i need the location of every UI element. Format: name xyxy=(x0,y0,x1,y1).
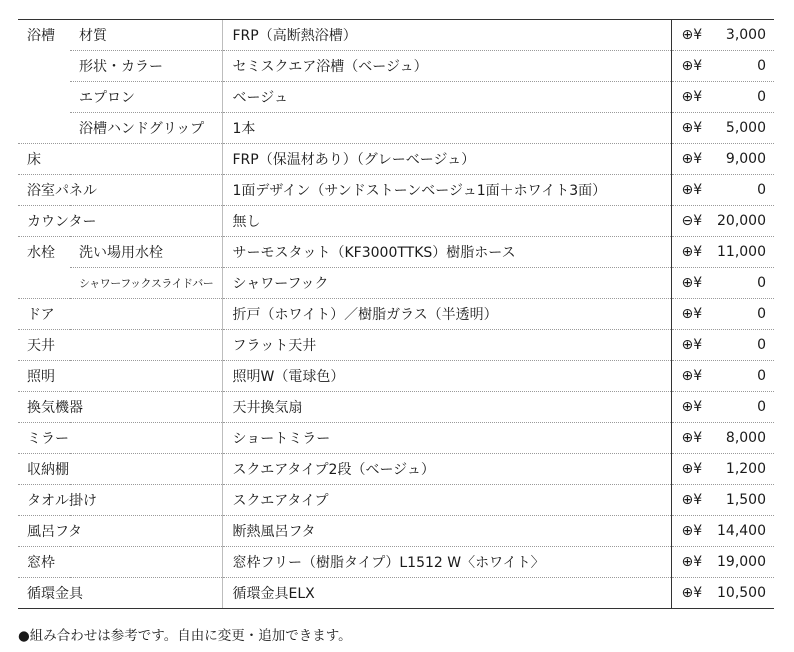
table-row xyxy=(18,547,774,578)
price-amount: 1,500 xyxy=(725,492,766,508)
price-sign: ⊕¥ xyxy=(681,461,703,477)
table-row xyxy=(18,454,774,485)
description-cell: スクエアタイプ2段（ベージュ） xyxy=(222,454,671,485)
price-sign: ⊕¥ xyxy=(681,337,703,353)
price-cell xyxy=(671,330,774,361)
price-cell xyxy=(671,82,774,113)
category-cell: カウンター xyxy=(18,206,222,237)
price-cell xyxy=(671,144,774,175)
category-cell xyxy=(18,82,70,113)
price-sign: ⊕¥ xyxy=(681,244,703,260)
price-sign: ⊕¥ xyxy=(681,585,703,601)
price-sign: ⊕¥ xyxy=(681,430,703,446)
price-amount: 0 xyxy=(757,275,766,291)
description-cell: 無し xyxy=(222,206,671,237)
price-cell xyxy=(671,485,774,516)
price-amount: 0 xyxy=(757,368,766,384)
price-amount: 0 xyxy=(757,89,766,105)
subcategory-cell: 浴槽ハンドグリップ xyxy=(70,113,222,144)
description-cell: 折戸（ホワイト）／樹脂ガラス（半透明） xyxy=(222,299,671,330)
category-cell: 天井 xyxy=(18,330,222,361)
description-cell: フラット天井 xyxy=(222,330,671,361)
price-sign: ⊕¥ xyxy=(681,58,703,74)
category-cell: 浴室パネル xyxy=(18,175,222,206)
price-sign: ⊖¥ xyxy=(681,213,703,229)
price-sign: ⊕¥ xyxy=(681,492,703,508)
table-row xyxy=(18,268,774,299)
footnote: ●組み合わせは参考です。自由に変更・追加できます。 xyxy=(18,628,352,644)
category-cell: 窓枠 xyxy=(18,547,222,578)
price-amount: 1,200 xyxy=(725,461,766,477)
description-cell: シャワーフック xyxy=(222,268,671,299)
price-amount: 0 xyxy=(757,182,766,198)
price-amount: 0 xyxy=(757,306,766,322)
description-cell: 1本 xyxy=(222,113,671,144)
price-amount: 3,000 xyxy=(725,27,766,43)
category-cell: 換気機器 xyxy=(18,392,222,423)
subcategory-cell: シャワーフックスライドバー xyxy=(70,268,222,299)
description-cell: 天井換気扇 xyxy=(222,392,671,423)
price-amount: 0 xyxy=(757,337,766,353)
price-amount: 10,500 xyxy=(717,585,766,601)
table-row xyxy=(18,20,774,51)
table-row xyxy=(18,113,774,144)
category-cell: タオル掛け xyxy=(18,485,222,516)
table-row xyxy=(18,175,774,206)
price-amount: 11,000 xyxy=(717,244,766,260)
table-row xyxy=(18,237,774,268)
description-cell: ベージュ xyxy=(222,82,671,113)
category-cell: ドア xyxy=(18,299,222,330)
price-cell xyxy=(671,20,774,51)
price-cell xyxy=(671,237,774,268)
subcategory-cell: 洗い場用水栓 xyxy=(70,237,222,268)
category-cell: 照明 xyxy=(18,361,222,392)
price-cell xyxy=(671,578,774,609)
price-sign: ⊕¥ xyxy=(681,275,703,291)
price-sign: ⊕¥ xyxy=(681,89,703,105)
description-cell: 循環金具ELX xyxy=(222,578,671,609)
category-cell: 風呂フタ xyxy=(18,516,222,547)
category-cell: 床 xyxy=(18,144,222,175)
description-cell: 断熱風呂フタ xyxy=(222,516,671,547)
price-amount: 0 xyxy=(757,58,766,74)
price-sign: ⊕¥ xyxy=(681,399,703,415)
table-row xyxy=(18,392,774,423)
description-cell: セミスクエア浴槽（ベージュ） xyxy=(222,51,671,82)
category-cell xyxy=(18,51,70,82)
table-row xyxy=(18,51,774,82)
subcategory-cell: エプロン xyxy=(70,82,222,113)
price-cell xyxy=(671,547,774,578)
table-row xyxy=(18,578,774,609)
price-amount: 20,000 xyxy=(717,213,766,229)
price-cell xyxy=(671,392,774,423)
price-amount: 8,000 xyxy=(725,430,766,446)
description-cell: 照明W（電球色） xyxy=(222,361,671,392)
price-amount: 14,400 xyxy=(717,523,766,539)
price-cell xyxy=(671,361,774,392)
price-sign: ⊕¥ xyxy=(681,368,703,384)
price-cell xyxy=(671,51,774,82)
spec-table xyxy=(18,19,774,609)
description-cell: サーモスタット（KF3000TTKS）樹脂ホース xyxy=(222,237,671,268)
description-cell: 窓枠フリー（樹脂タイプ）L1512 W〈ホワイト〉 xyxy=(222,547,671,578)
price-cell xyxy=(671,206,774,237)
description-cell: FRP（高断熱浴槽） xyxy=(222,20,671,51)
price-cell xyxy=(671,299,774,330)
price-cell xyxy=(671,423,774,454)
price-amount: 5,000 xyxy=(725,120,766,136)
price-sign: ⊕¥ xyxy=(681,523,703,539)
price-cell xyxy=(671,175,774,206)
table-row xyxy=(18,516,774,547)
category-cell: ミラー xyxy=(18,423,222,454)
table-row xyxy=(18,206,774,237)
table-row xyxy=(18,361,774,392)
price-sign: ⊕¥ xyxy=(681,120,703,136)
category-cell: 浴槽 xyxy=(18,20,70,51)
price-amount: 9,000 xyxy=(725,151,766,167)
price-sign: ⊕¥ xyxy=(681,27,703,43)
table-row xyxy=(18,144,774,175)
description-cell: ショートミラー xyxy=(222,423,671,454)
category-cell xyxy=(18,268,70,299)
description-cell: スクエアタイプ xyxy=(222,485,671,516)
subcategory-cell: 材質 xyxy=(70,20,222,51)
price-cell xyxy=(671,268,774,299)
category-cell xyxy=(18,113,70,144)
price-sign: ⊕¥ xyxy=(681,306,703,322)
price-amount: 0 xyxy=(757,399,766,415)
table-row xyxy=(18,299,774,330)
price-cell xyxy=(671,454,774,485)
category-cell: 収納棚 xyxy=(18,454,222,485)
category-cell: 水栓 xyxy=(27,245,55,262)
table-row xyxy=(18,330,774,361)
table-row xyxy=(18,82,774,113)
table-row xyxy=(18,423,774,454)
description-cell: 1面デザイン（サンドストーンベージュ1面＋ホワイト3面） xyxy=(222,175,671,206)
price-sign: ⊕¥ xyxy=(681,151,703,167)
table-row xyxy=(18,485,774,516)
subcategory-cell: 形状・カラー xyxy=(70,51,222,82)
price-cell xyxy=(671,113,774,144)
price-cell xyxy=(671,516,774,547)
price-amount: 19,000 xyxy=(717,554,766,570)
price-sign: ⊕¥ xyxy=(681,182,703,198)
price-sign: ⊕¥ xyxy=(681,554,703,570)
description-cell: FRP（保温材あり）（グレーベージュ） xyxy=(222,144,671,175)
category-cell: 循環金具 xyxy=(18,578,222,609)
